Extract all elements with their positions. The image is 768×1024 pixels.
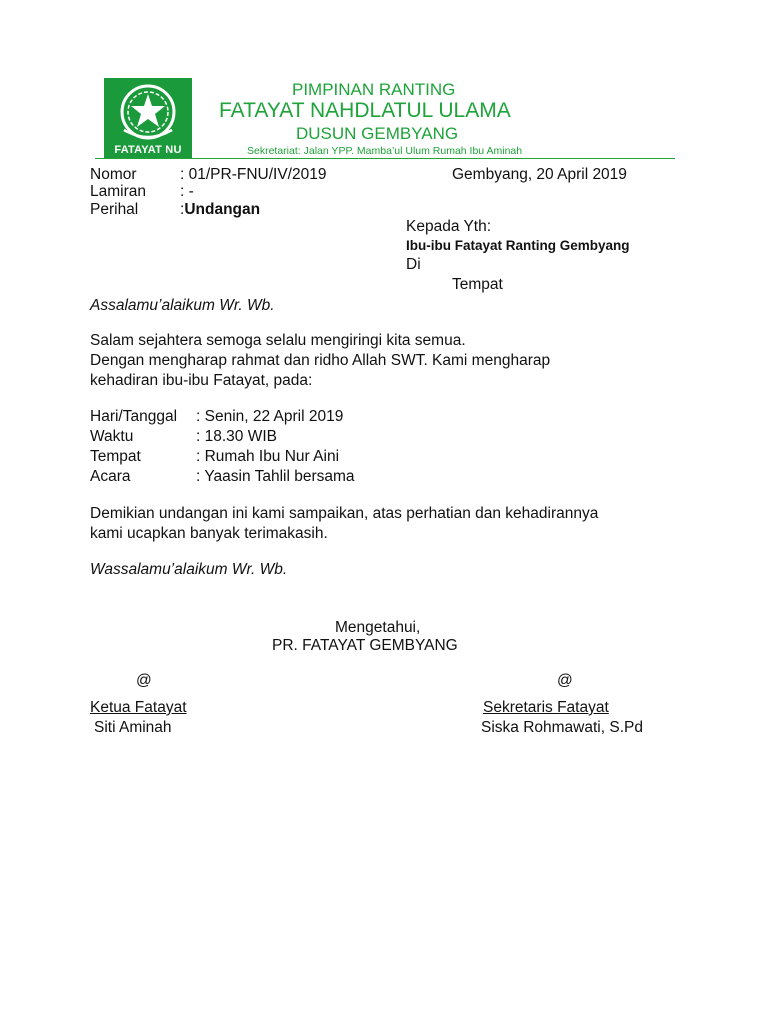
letter-date: Gembyang, 20 April 2019	[452, 166, 627, 183]
perihal-label: Perihal	[90, 201, 139, 218]
letterhead-line-2: FATAYAT NAHDLATUL ULAMA	[219, 99, 511, 122]
logo-label: FATAYAT NU	[114, 144, 182, 156]
closing-line-2: kami ucapkan banyak terimakasih.	[90, 525, 328, 542]
recipient-name: Ibu-ibu Fatayat Ranting Gembyang	[406, 238, 630, 253]
body-line-3: kehadiran ibu-ibu Fatayat, pada:	[90, 372, 313, 389]
detail-label: Acara	[90, 468, 131, 485]
letterhead-line-1: PIMPINAN RANTING	[292, 80, 456, 99]
greeting: Assalamu’alaikum Wr. Wb.	[90, 297, 275, 314]
perihal-subject: Undangan	[184, 201, 261, 218]
letterhead-address: Sekretariat: Jalan YPP. Mamba’ul Ulum Rumah Ibu Aminah	[247, 145, 523, 157]
detail-label: Waktu	[90, 428, 134, 445]
letterhead-line-3: DUSUN GEMBYANG	[296, 124, 459, 143]
recipient-di: Di	[406, 256, 421, 273]
signature-mark-right: @	[557, 672, 573, 689]
mengetahui: Mengetahui,	[335, 619, 421, 636]
detail-value: : 18.30 WIB	[196, 428, 277, 445]
fatayat-nu-logo	[104, 78, 192, 158]
detail-value: : Yaasin Tahlil bersama	[196, 468, 355, 485]
farewell: Wassalamu’alaikum Wr. Wb.	[90, 561, 288, 578]
perihal-value	[180, 201, 260, 219]
body-line-2: Dengan mengharap rahmat dan ridho Allah SWT. Kami mengharap	[90, 352, 551, 369]
left-signer-name: Siti Aminah	[94, 719, 172, 736]
detail-label: Tempat	[90, 448, 141, 465]
left-signer-title: Ketua Fatayat	[90, 699, 187, 716]
nomor-value: : 01/PR-FNU/IV/2019	[180, 166, 327, 183]
signature-mark-left: @	[136, 672, 152, 689]
nomor-label: Nomor	[90, 166, 137, 183]
recipient-tempat: Tempat	[452, 276, 503, 293]
right-signer-title: Sekretaris Fatayat	[483, 699, 609, 716]
right-signer-name: Siska Rohmawati, S.Pd	[481, 719, 643, 736]
body-line-1: Salam sejahtera semoga selalu mengiringi kita semua.	[90, 332, 466, 349]
detail-label: Hari/Tanggal	[90, 408, 178, 425]
letterhead-divider	[95, 158, 675, 159]
signature-org: PR. FATAYAT GEMBYANG	[272, 637, 458, 654]
lampiran-label: Lamiran	[90, 183, 146, 200]
closing-line-1: Demikian undangan ini kami sampaikan, atas perhatian dan kehadirannya	[90, 505, 599, 522]
fatayat-nu-emblem-icon	[104, 78, 192, 144]
kepada-label: Kepada Yth:	[406, 218, 492, 235]
detail-value: : Rumah Ibu Nur Aini	[196, 448, 340, 465]
lampiran-value: : -	[180, 183, 194, 200]
detail-value: : Senin, 22 April 2019	[196, 408, 344, 425]
perihal-colon: :	[180, 201, 185, 218]
